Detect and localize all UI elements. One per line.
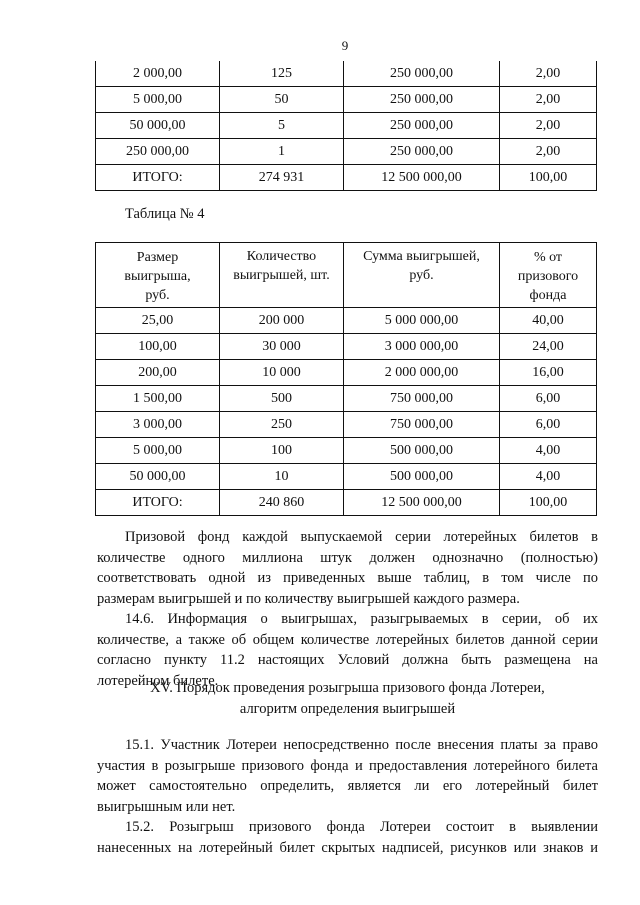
paragraph-15-2 [97, 817, 598, 858]
table-cell: 5 000,00 [96, 87, 220, 113]
table-cell: 40,00 [500, 308, 597, 334]
table-cell: 5 [220, 113, 344, 139]
table-cell: 10 [220, 464, 344, 490]
table-cell: 250 000,00 [344, 61, 500, 87]
table-cell: 250 000,00 [344, 113, 500, 139]
heading-line: алгоритм определения выигрышей [239, 701, 456, 717]
table-cell: 125 [220, 61, 344, 87]
table-cell: 6,00 [500, 386, 597, 412]
table-cell: 2 000,00 [96, 61, 220, 87]
table-cell: 2,00 [500, 113, 597, 139]
table-cell: 200 000 [220, 308, 344, 334]
table-cell: 2,00 [500, 61, 597, 87]
table-header-row [96, 243, 597, 308]
table-cell: 10 000 [220, 360, 344, 386]
table-cell: 3 000,00 [96, 412, 220, 438]
text-line: 15.1. Участник Лотереи непосредственно после внесения платы за право [125, 737, 598, 753]
table-cell: 500 000,00 [344, 438, 500, 464]
table-cell: 16,00 [500, 360, 597, 386]
total-label: ИТОГО: [96, 490, 220, 516]
table-row [96, 464, 597, 490]
header-prize-count [220, 243, 344, 308]
text-line: может самостоятельно определить, является ли его лотерейный билет [97, 778, 598, 794]
table-cell: 200,00 [96, 360, 220, 386]
header-line: Размер [136, 249, 179, 265]
table-cell: 50 [220, 87, 344, 113]
text-line: количестве одного миллиона штук должен однозначно (полностью) [97, 549, 598, 566]
text-line: согласно пункту 11.2 настоящих Условий должна быть размещена на [97, 652, 598, 668]
header-line: % от [533, 249, 563, 265]
text-line: количестве, а также об общем количестве лотерейных билетов данной серии [97, 631, 598, 648]
table-cell: 100 [220, 438, 344, 464]
table-cell: 24,00 [500, 334, 597, 360]
table-row [96, 308, 597, 334]
text-line: соответствовать одной из приведенных выше таблиц, в том числе по [97, 570, 598, 586]
table-cell: 50 000,00 [96, 464, 220, 490]
table-cell: 250 000,00 [344, 139, 500, 165]
text-line: 14.6. Информация о выигрышах, разыгрываемых в серии, об их [125, 611, 598, 627]
table-total-row [96, 490, 597, 516]
header-line: фонда [529, 287, 567, 303]
table-cell: 2,00 [500, 139, 597, 165]
table-cell: 100,00 [500, 490, 597, 516]
table-row [96, 360, 597, 386]
table-4-caption: Таблица № 4 [125, 206, 205, 222]
header-fund-percent [500, 243, 597, 308]
text-line: выигрышным или нет. [97, 798, 236, 815]
table-cell: 12 500 000,00 [344, 165, 500, 191]
header-line: Сумма выигрышей, [363, 249, 480, 264]
table-cell: 5 000 000,00 [344, 308, 500, 334]
table-row [96, 113, 597, 139]
table-row [96, 412, 597, 438]
table-cell: 25,00 [96, 308, 220, 334]
paragraph-prize-fund [97, 527, 598, 609]
text-line: лотерейном билете. [97, 672, 219, 689]
table-cell: 50 000,00 [96, 113, 220, 139]
header-prize-sum [344, 243, 500, 308]
table-cell: 500 [220, 386, 344, 412]
header-line: выигрышей, шт. [233, 268, 330, 283]
header-line: руб. [409, 268, 434, 283]
table-cell: 4,00 [500, 438, 597, 464]
paragraph-15-1 [97, 735, 598, 817]
text-line: размерам выигрышей и по количеству выигрышей каждого размера. [97, 590, 520, 607]
table-cell: 2 000 000,00 [344, 360, 500, 386]
header-line: выигрыша, [124, 268, 191, 284]
table-cell: 100,00 [96, 334, 220, 360]
header-line: Количество [246, 249, 317, 264]
table-cell: 240 860 [220, 490, 344, 516]
text-line: участия в розыгрыше призового фонда и предоставления лотерейного билета [97, 757, 598, 774]
table-cell: 4,00 [500, 464, 597, 490]
table-row [96, 438, 597, 464]
table-cell: 1 [220, 139, 344, 165]
table-row [96, 334, 597, 360]
prize-table-continued [95, 61, 597, 191]
table-cell: 3 000 000,00 [344, 334, 500, 360]
text-line: Призовой фонд каждой выпускаемой серии лотерейных билетов в [125, 529, 598, 545]
prize-table-4 [95, 242, 597, 516]
header-prize-size [96, 243, 220, 308]
table-cell: 250 000,00 [96, 139, 220, 165]
table-cell: 30 000 [220, 334, 344, 360]
table-row [96, 61, 597, 87]
table-total-row [96, 165, 597, 191]
table-cell: 12 500 000,00 [344, 490, 500, 516]
text-line: нанесенных на лотерейный билет скрытых надписей, рисунков или знаков и [97, 839, 598, 856]
table-cell: 750 000,00 [344, 386, 500, 412]
table-row [96, 87, 597, 113]
header-line: призового [517, 268, 579, 284]
table-cell: 100,00 [500, 165, 597, 191]
table-cell: 250 000,00 [344, 87, 500, 113]
heading-line: XV. Порядок проведения розыгрыша призового фонда Лотереи, [150, 680, 545, 696]
table-row [96, 386, 597, 412]
table-cell: 1 500,00 [96, 386, 220, 412]
total-label: ИТОГО: [96, 165, 220, 191]
text-line: 15.2. Розыгрыш призового фонда Лотереи состоит в выявлении [125, 819, 598, 835]
table-cell: 2,00 [500, 87, 597, 113]
table-cell: 5 000,00 [96, 438, 220, 464]
table-cell: 6,00 [500, 412, 597, 438]
page-number: 9 [341, 38, 349, 53]
section-heading-xv [97, 678, 598, 720]
header-line: руб. [145, 287, 170, 303]
table-row [96, 139, 597, 165]
table-cell: 274 931 [220, 165, 344, 191]
table-cell: 500 000,00 [344, 464, 500, 490]
table-cell: 250 [220, 412, 344, 438]
table-cell: 750 000,00 [344, 412, 500, 438]
